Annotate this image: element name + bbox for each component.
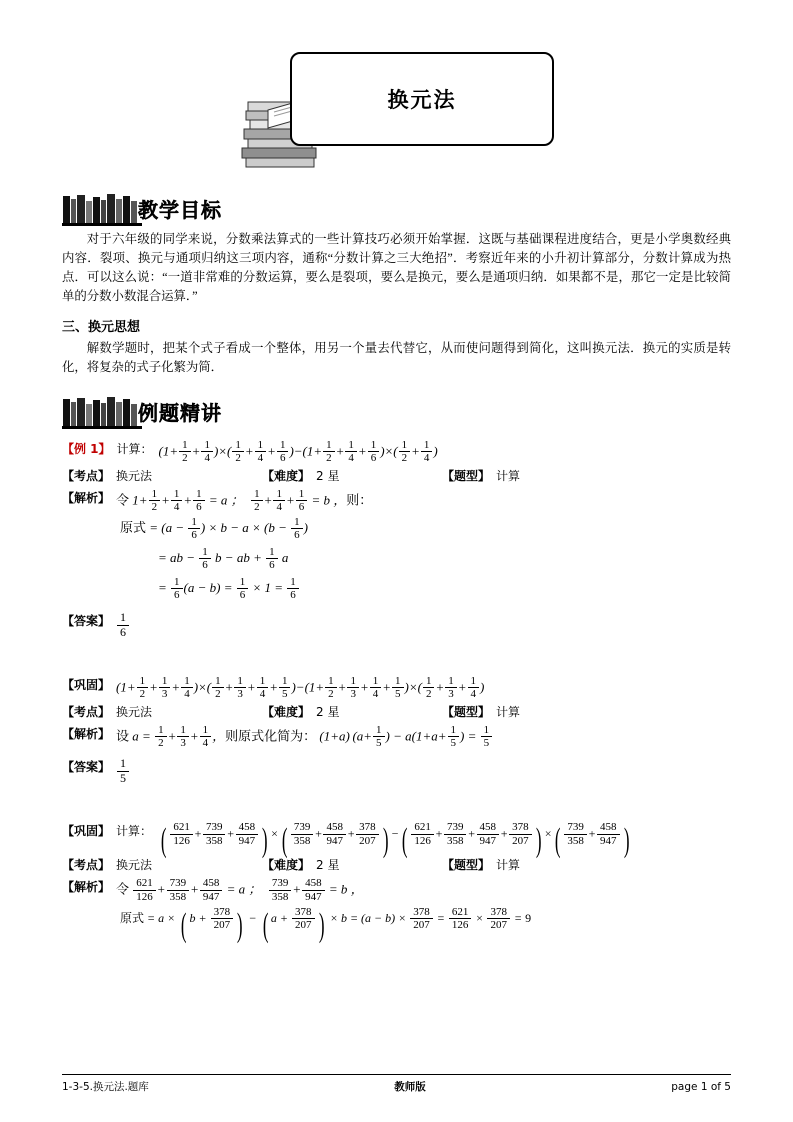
gonggu-1-tixing: 计算 <box>496 704 521 719</box>
example-1-tixing: 计算 <box>496 468 521 483</box>
teaching-goal-heading <box>62 192 731 228</box>
gonggu-1-meta <box>62 703 731 720</box>
example-1-prompt: 计算： <box>116 442 153 456</box>
nandu-label: 【难度】 <box>262 468 311 483</box>
nandu-label: 【难度】 <box>262 858 311 873</box>
jiexi-label: 【解析】 <box>62 726 111 741</box>
gonggu-1-kaodian: 换元法 <box>116 704 153 719</box>
teaching-goal-text: 对于六年级的同学来说，分数乘法算式的一些计算技巧必须开始掌握．这既与基础课程进度结合，更是小学奥数经典内容．裂项、换元与通项归纳这三项内容，通称“分数计算之三大绝招”．考察近年来的小升初计算部分，分数计算成为热点．可以这么说：“一道非常难的分数运算，要么是裂项，要么是换元，要么是通项归纳．如果都不是，那它一定是比较简单的分数小数混合运算．” <box>62 232 731 303</box>
dajian-label: 【答案】 <box>62 760 111 775</box>
example-1-analysis: 令 1+ $\frac{1}{2}$ + $\frac{1}{4}$ + $\frac{1}{6}$ = a ； $\frac{1}{2}$ + $\frac{1}{4}$ + $\frac{1}{6}$ = b ，则： <box>116 487 373 513</box>
gonggu-1-label: 【巩固】 <box>62 678 111 693</box>
dajian-label: 【答案】 <box>62 614 111 629</box>
examples-label: 例题精讲 <box>138 401 222 425</box>
footer-left: 1-3-5.换元法.题库 <box>62 1081 149 1093</box>
gonggu-1-nandu: 2 星 <box>316 704 340 719</box>
books-row-icon <box>62 192 142 226</box>
kaodian-label: 【考点】 <box>62 858 111 873</box>
tixing-label: 【题型】 <box>442 704 491 719</box>
gonggu-2-prompt: 计算： <box>116 824 153 839</box>
gonggu-1-analysis: 设 a = $\frac{1}{2}$ + $\frac{1}{3}$ + $\frac{1}{4}$ ，则原式化简为： (1+a) (a+ $\frac{1}{5}$ ) − a(1+a+ $\frac{1}{5}$ ) = $\frac{1}{5}$ <box>116 724 493 750</box>
gonggu-2-expression: ( $\frac{621}{126}$ + $\frac{739}{358}$ + $\frac{458}{947}$ ) ×( $\frac{739}{358}$ + $\frac{458}{947}$ + $\frac{378}{207}$ ) −( $\frac{621}{126}$ + $\frac{739}{358}$ + $\frac{458}{947}$ + $\frac{378}{207}$ ) ×( $\frac{739}{358}$ + $\frac{458}{947}$ ) <box>160 821 630 860</box>
page-footer <box>62 1074 731 1094</box>
gonggu-2-label: 【巩固】 <box>62 824 111 839</box>
footer-center: 教师版 <box>394 1081 426 1093</box>
jiexi-label: 【解析】 <box>62 880 111 895</box>
footer-right: page 1 of 5 <box>671 1080 731 1093</box>
gonggu-2-analysis: 令 $\frac{621}{126}$ + $\frac{739}{358}$ + $\frac{458}{947}$ = a ； $\frac{739}{358}$ + $\frac{458}{947}$ = b ， <box>116 877 364 903</box>
tixing-label: 【题型】 <box>442 858 491 873</box>
problem-gonggu-1 <box>62 675 731 785</box>
jiexi-label: 【解析】 <box>62 490 111 505</box>
example-1-label: 【例 1】 <box>62 442 111 456</box>
gonggu-2-nandu: 2 星 <box>316 858 340 873</box>
examples-heading <box>62 395 731 431</box>
example-1-kaodian: 换元法 <box>116 468 153 483</box>
title-box <box>290 52 554 146</box>
problem-example-1 <box>62 439 731 639</box>
gonggu-2-kaodian: 换元法 <box>116 858 153 873</box>
example-1-step-1: 原式 = (a − $\frac{1}{6}$ ) × b − a × (b − $\frac{1}{6}$ ) <box>120 515 308 542</box>
gonggu-2-step-1: 原式 = a × ( b + $\frac{378}{207}$ ) − ( a + $\frac{378}{207}$ ) × b = (a − b) × $\frac{378}{207}$ = $\frac{621}{126}$ × $\frac{378}{207}$ = 9 <box>120 905 532 944</box>
topic-title: 三、换元思想 <box>62 320 141 335</box>
problem-gonggu-2 <box>62 821 731 944</box>
example-1-answer: $\frac{1}{6}$ <box>116 611 130 639</box>
example-1-step-2: = ab − $\frac{1}{6}$ b − ab + $\frac{1}{6}$ a <box>158 545 289 572</box>
page-title: 换元法 <box>387 88 457 112</box>
teaching-goal-label: 教学目标 <box>138 198 222 222</box>
title-block <box>62 40 731 180</box>
tixing-label: 【题型】 <box>442 468 491 483</box>
kaodian-label: 【考点】 <box>62 468 111 483</box>
gonggu-1-answer: $\frac{1}{5}$ <box>116 757 130 785</box>
kaodian-label: 【考点】 <box>62 704 111 719</box>
books-row-icon <box>62 395 142 429</box>
example-1-nandu: 2 星 <box>316 468 340 483</box>
gonggu-1-expression: (1+ $\frac{1}{2}$ + $\frac{1}{3}$ + $\frac{1}{4}$ )×( $\frac{1}{2}$ + $\frac{1}{3}$ + $\frac{1}{4}$ + $\frac{1}{5}$ )−(1+ $\frac{1}{2}$ + $\frac{1}{3}$ + $\frac{1}{4}$ + $\frac{1}{5}$ )×( $\frac{1}{2}$ + $\frac{1}{3}$ + $\frac{1}{4}$ ) <box>116 675 485 701</box>
example-1-step-3: = $\frac{1}{6}$ (a − b) = $\frac{1}{6}$ × 1 = $\frac{1}{6}$ <box>158 573 731 603</box>
gonggu-2-tixing: 计算 <box>496 858 521 873</box>
example-1-meta <box>62 467 731 484</box>
topic-text: 解数学题时，把某个式子看成一个整体，用另一个量去代替它，从而使问题得到简化，这叫换元法．换元的实质是转化，将复杂的式子化繁为简． <box>62 341 731 374</box>
gonggu-2-result: 9 <box>525 910 532 925</box>
example-1-expression: (1+ $\frac{1}{2}$ + $\frac{1}{4}$ )×( $\frac{1}{2}$ + $\frac{1}{4}$ + $\frac{1}{6}$ )−(1+ $\frac{1}{2}$ + $\frac{1}{4}$ + $\frac{1}{6}$ )×( $\frac{1}{2}$ + $\frac{1}{4}$ ) <box>158 439 438 465</box>
nandu-label: 【难度】 <box>262 704 311 719</box>
